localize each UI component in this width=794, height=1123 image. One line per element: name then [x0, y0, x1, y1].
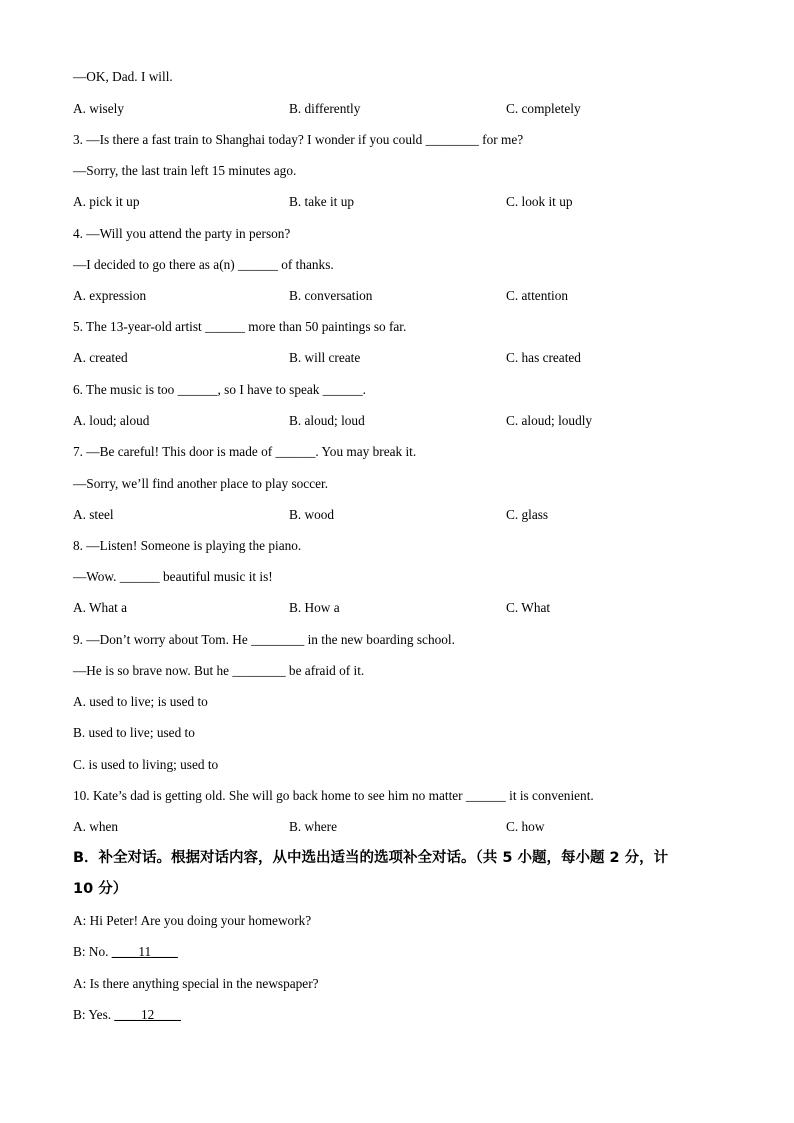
dialogue-line-3: A: Is there anything special in the newspaper? — [73, 976, 319, 991]
q2-option-b: B. differently — [289, 101, 361, 116]
section-b-heading: B．补全对话。根据对话内容，从中选出适当的选项补全对话。（共 5 小题，每小题 2 分，计 — [73, 850, 669, 866]
q10-option-c: C. how — [506, 819, 545, 834]
q3-stem: 3. —Is there a fast train to Shanghai today? I wonder if you could ________ for me? — [73, 132, 524, 147]
blank-12: ____12____ — [114, 1007, 181, 1022]
q7-option-a: A. steel — [73, 507, 114, 522]
q8-option-a: A. What a — [73, 600, 128, 615]
q9-option-a: A. used to live; is used to — [73, 694, 208, 709]
q5-option-a: A. created — [73, 350, 128, 365]
q6-option-c: C. aloud; loudly — [506, 413, 593, 428]
q3-option-b: B. take it up — [289, 194, 354, 209]
blank-11: ____11____ — [111, 944, 178, 959]
q4-option-a: A. expression — [73, 288, 147, 303]
q2-reply: —OK, Dad. I will. — [73, 69, 173, 84]
q3-reply: —Sorry, the last train left 15 minutes ago. — [73, 163, 297, 178]
dialogue-line-4 — [73, 1007, 181, 1023]
q2-option-c: C. completely — [506, 101, 581, 116]
q10-option-a: A. when — [73, 819, 119, 834]
q8-option-b: B. How a — [289, 600, 340, 615]
dialogue-line-4-text: B: Yes. — [73, 1007, 115, 1022]
q3-option-a: A. pick it up — [73, 194, 140, 209]
dialogue-line-2 — [73, 944, 178, 960]
q9-stem: 9. —Don’t worry about Tom. He ________ in the new boarding school. — [73, 632, 455, 647]
q7-stem: 7. —Be careful! This door is made of ______. You may break it. — [73, 444, 417, 459]
q9-option-b: B. used to live; used to — [73, 725, 195, 740]
section-b-heading-cont: 10 分） — [73, 881, 128, 897]
dialogue-line-2-text: B: No. — [73, 944, 112, 959]
q4-reply: —I decided to go there as a(n) ______ of thanks. — [73, 257, 334, 272]
q5-option-b: B. will create — [289, 350, 361, 365]
q7-reply: —Sorry, we’ll find another place to play soccer. — [73, 476, 329, 491]
q8-option-c: C. What — [506, 600, 551, 615]
q5-option-c: C. has created — [506, 350, 581, 365]
q4-option-c: C. attention — [506, 288, 569, 303]
q4-stem: 4. —Will you attend the party in person? — [73, 226, 291, 241]
q9-reply: —He is so brave now. But he ________ be afraid of it. — [73, 663, 365, 678]
q6-option-b: B. aloud; loud — [289, 413, 365, 428]
q6-stem: 6. The music is too ______, so I have to speak ______. — [73, 382, 366, 397]
q9-option-c: C. is used to living; used to — [73, 757, 219, 772]
q10-option-b: B. where — [289, 819, 337, 834]
q8-stem: 8. —Listen! Someone is playing the piano. — [73, 538, 302, 553]
q6-option-a: A. loud; aloud — [73, 413, 150, 428]
q2-option-a: A. wisely — [73, 101, 124, 116]
q7-option-b: B. wood — [289, 507, 335, 522]
q10-stem: 10. Kate’s dad is getting old. She will go back home to see him no matter ______ it is convenient. — [73, 788, 594, 803]
q8-reply: —Wow. ______ beautiful music it is! — [73, 569, 273, 584]
q4-option-b: B. conversation — [289, 288, 373, 303]
dialogue-line-1: A: Hi Peter! Are you doing your homework? — [73, 913, 312, 928]
q7-option-c: C. glass — [506, 507, 549, 522]
q3-option-c: C. look it up — [506, 194, 573, 209]
q5-stem: 5. The 13-year-old artist ______ more than 50 paintings so far. — [73, 319, 407, 334]
